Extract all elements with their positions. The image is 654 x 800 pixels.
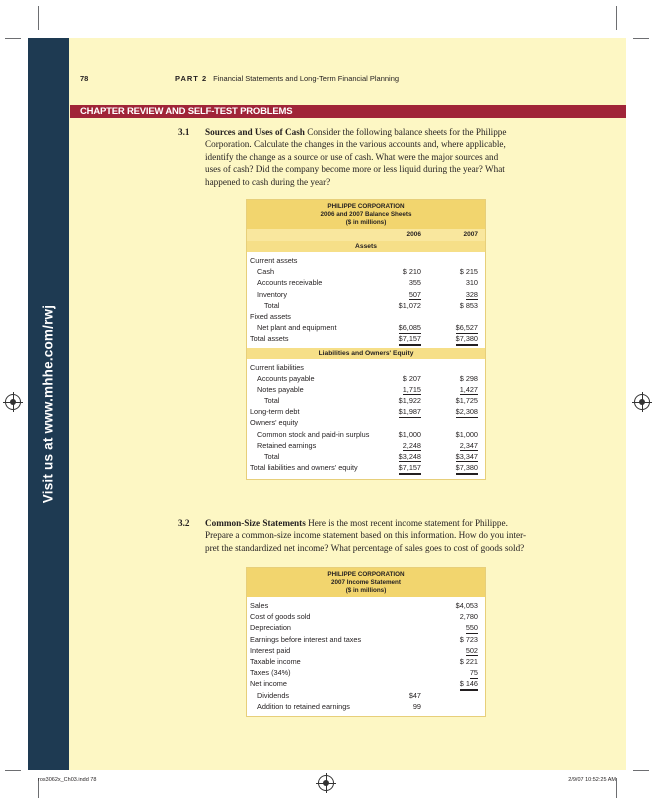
cell-2007: $6,527 [455, 323, 478, 333]
cell-amount: $ 221 [459, 656, 478, 666]
running-head [175, 74, 399, 83]
cell-2007: 328 [465, 289, 478, 299]
cell-2006: $1,072 [398, 300, 421, 310]
row-label: Net income [250, 679, 287, 689]
row-label: Long-term debt [250, 407, 300, 417]
table-row [247, 440, 485, 451]
table-row [247, 362, 485, 373]
row-label: Notes payable [257, 384, 304, 394]
cell-amount: 99 [412, 701, 421, 711]
table-row [247, 600, 485, 611]
cell-amount: 75 [469, 668, 478, 678]
row-label: Accounts payable [257, 373, 315, 383]
row-label: Dividends [257, 690, 290, 700]
problem-text: Corporation. Calculate the changes in the various accounts and, where applicable, [205, 139, 506, 150]
table-title-line: 2006 and 2007 Balance Sheets [320, 211, 412, 218]
problem-text: Consider the following balance sheets for the Philippe [307, 127, 507, 137]
table-title [247, 200, 485, 229]
table-row [247, 322, 485, 333]
table-row [247, 451, 485, 462]
cell-2007: $ 853 [459, 300, 478, 310]
row-label: Cost of goods sold [250, 612, 311, 622]
table-row [247, 300, 485, 311]
cell-2006: $ 207 [402, 373, 421, 383]
cell-amount: 2,780 [459, 612, 478, 622]
table-row [247, 373, 485, 384]
table-row [247, 333, 485, 344]
cell-2006: $1,922 [398, 396, 421, 406]
table-row [247, 417, 485, 428]
part-label: PART 2 [175, 74, 208, 83]
cell-2007: $ 215 [459, 267, 478, 277]
table-title-line: ($ in millions) [345, 587, 387, 594]
table-title-line: 2007 Income Statement [331, 579, 401, 586]
row-label: Addition to retained earnings [257, 701, 350, 711]
file-slug: ros3062x_Ch03.indd 78 [38, 777, 97, 783]
liabilities-section-header: Liabilities and Owners' Equity [247, 348, 485, 359]
registration-mark-icon [634, 394, 650, 410]
problem-title: Sources and Uses of Cash [205, 127, 305, 137]
problem-text: Prepare a common-size income statement based on this information. How do you inter- [205, 530, 527, 541]
problem-text: pret the standardized net income? What percentage of sales goes to cost of goods sold? [205, 542, 525, 553]
cell-2006: $7,157 [399, 334, 421, 345]
cell-amount: $ 146 [460, 679, 478, 690]
row-label: Taxes (34%) [250, 668, 291, 678]
table-row [247, 667, 485, 678]
table-row [247, 311, 485, 322]
cell-2006: 2,248 [402, 440, 421, 450]
cell-2006: 355 [408, 278, 421, 288]
problem-number: 3.2 [178, 518, 190, 528]
cell-2007: $1,000 [455, 429, 478, 439]
row-label: Total assets [250, 334, 289, 344]
cell-2007: $7,380 [456, 334, 478, 345]
row-label: Common stock and paid-in surplus [257, 429, 370, 439]
problem-3-1 [178, 126, 550, 188]
row-label: Accounts receivable [257, 278, 323, 288]
cell-2007: $7,380 [456, 463, 478, 474]
cell-amount: 550 [465, 623, 478, 633]
row-label: Depreciation [250, 623, 291, 633]
cell-2006: $1,987 [398, 407, 421, 417]
cell-2007: $2,308 [455, 407, 478, 417]
cell-2007: 2,347 [459, 440, 478, 450]
page-number: 78 [80, 74, 89, 83]
table-row [247, 384, 485, 395]
problem-title: Common-Size Statements [205, 518, 306, 528]
row-label: Fixed assets [250, 311, 291, 321]
row-label: Interest paid [250, 645, 291, 655]
income-statement-table [246, 567, 486, 717]
table-row [247, 429, 485, 440]
cell-2006: $7,157 [399, 463, 421, 474]
table-title-line: PHILIPPE CORPORATION [327, 203, 405, 210]
cell-2006: 1,715 [402, 384, 421, 394]
assets-section-header: Assets [247, 241, 485, 252]
table-row [247, 289, 485, 300]
cell-2007: 1,427 [459, 384, 478, 394]
cell-2006: $3,248 [398, 452, 421, 461]
row-label: Net plant and equipment [257, 323, 337, 333]
cell-amount: 502 [465, 645, 478, 655]
table-title-line: ($ in millions) [345, 219, 387, 226]
table-row [247, 255, 485, 266]
row-label: Total [264, 300, 280, 310]
table-row [247, 266, 485, 277]
row-label: Total liabilities and owners' equity [250, 463, 358, 473]
row-label: Sales [250, 601, 269, 610]
problem-number: 3.1 [178, 127, 190, 137]
row-label: Taxable income [250, 656, 301, 666]
problem-text: happened to cash during the year? [205, 176, 331, 187]
registration-mark-icon [318, 775, 334, 791]
row-label: Total [264, 396, 280, 406]
cell-2006: $ 210 [402, 267, 421, 277]
registration-mark-icon [5, 394, 21, 410]
table-row [247, 645, 485, 656]
cell-amount: $ 723 [459, 634, 478, 644]
cell-2007: $3,347 [455, 452, 478, 461]
table-row [247, 634, 485, 645]
problem-text: uses of cash? Did the company become more or less liquid during the year? What [205, 164, 505, 175]
print-timestamp: 2/9/07 10:52:25 AM [568, 777, 616, 783]
cell-amount: $47 [408, 690, 421, 700]
table-row [247, 395, 485, 406]
row-label: Current assets [250, 256, 298, 265]
row-label: Cash [257, 267, 275, 277]
table-row [247, 656, 485, 667]
sidebar-url[interactable]: Visit us at www.mhhe.com/rwj [40, 304, 56, 504]
table-title-line: PHILIPPE CORPORATION [327, 571, 405, 578]
cell-2006: 507 [408, 289, 421, 299]
chapter-heading: CHAPTER REVIEW AND SELF-TEST PROBLEMS [80, 106, 293, 117]
balance-sheet-table [246, 199, 486, 480]
table-row [247, 690, 485, 701]
table-row [247, 678, 485, 689]
row-label: Total [264, 452, 280, 461]
cell-2006: $6,085 [398, 323, 421, 333]
cell-2007: $1,725 [455, 396, 478, 406]
year-2006: 2006 [406, 231, 421, 238]
table-row [247, 622, 485, 633]
part-title: Financial Statements and Long-Term Financial Planning [213, 74, 400, 83]
cell-amount: $4,053 [455, 601, 478, 610]
cell-2007: 310 [465, 278, 478, 288]
row-label: Inventory [257, 289, 288, 299]
table-title [247, 568, 485, 597]
table-row [247, 701, 485, 712]
row-label: Earnings before interest and taxes [250, 634, 362, 644]
year-header-row [247, 229, 485, 241]
problem-text: identify the change as a source or use of cash. What were the major sources and [205, 151, 499, 162]
row-label: Retained earnings [257, 440, 317, 450]
table-row [247, 611, 485, 622]
row-label: Owners' equity [250, 418, 299, 428]
problem-3-2 [178, 517, 550, 554]
table-row [247, 277, 485, 288]
cell-2006: $1,000 [398, 429, 421, 439]
row-label: Current liabilities [250, 362, 304, 372]
table-row [247, 406, 485, 417]
cell-2007: $ 298 [459, 373, 478, 383]
problem-text: Here is the most recent income statement for Philippe. [308, 518, 508, 528]
table-row [247, 462, 485, 473]
year-2007: 2007 [463, 231, 478, 238]
